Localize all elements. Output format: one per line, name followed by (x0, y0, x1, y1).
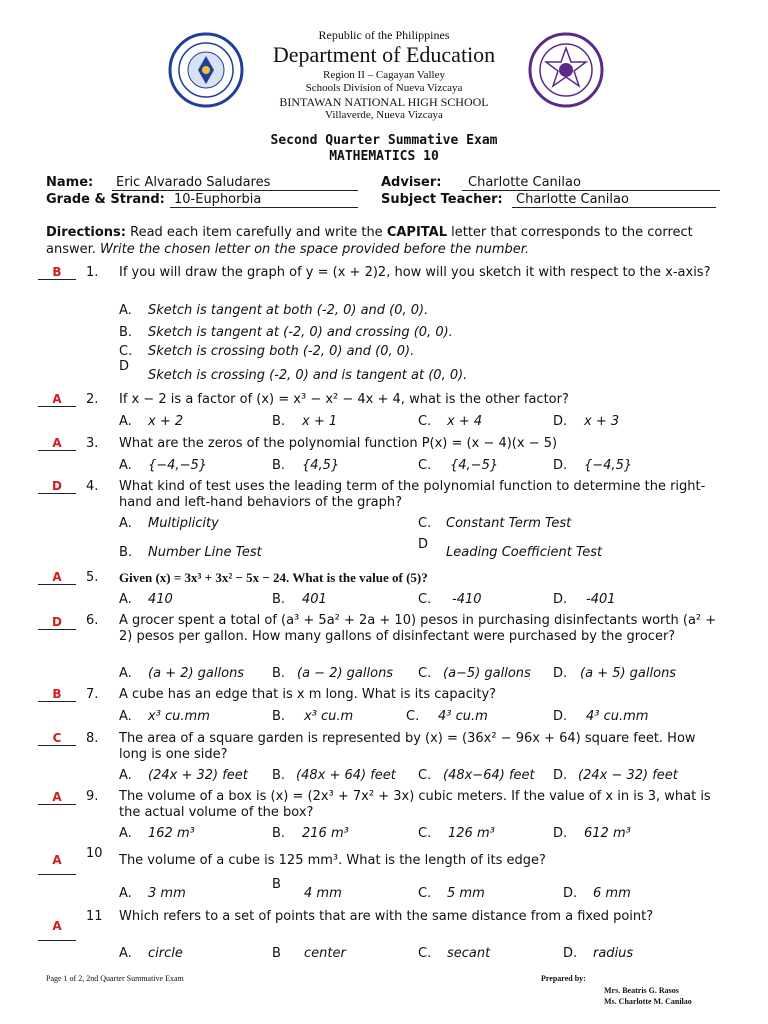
option-letter[interactable]: C. (418, 414, 432, 429)
option-text: secant (447, 946, 491, 961)
option-text: {4,−5} (450, 458, 499, 473)
adviser-field[interactable]: Charlotte Canilao (462, 175, 720, 191)
grade-field[interactable]: 10-Euphorbia (170, 192, 358, 208)
option-text: (a−5) gallons (443, 666, 531, 681)
option-letter[interactable]: C. (418, 768, 432, 783)
question-text: What are the zeros of the polynomial function P(x) = (x − 4)(x − 5) (119, 436, 558, 451)
directions-capital: CAPITAL (386, 225, 447, 240)
option-letter[interactable]: B. (272, 666, 286, 681)
question-number: 10 (86, 846, 103, 861)
question-text: The volume of a box is (x) = (2x³ + 7x² + 3x) cubic meters. If the value of x in is 3, what is the actual volume of the box? (119, 789, 711, 820)
option-letter[interactable]: B. (119, 325, 133, 340)
adviser-label: Adviser: (381, 175, 442, 190)
answer-blank[interactable]: D (38, 615, 76, 630)
option-text: x³ cu.m (304, 709, 354, 724)
option-text: x + 1 (302, 414, 338, 429)
answer-blank-line[interactable] (38, 940, 76, 941)
answer-blank[interactable]: B (38, 265, 76, 280)
school-address: Villaverde, Nueva Vizcaya (325, 109, 443, 121)
answer-blank-line[interactable] (38, 874, 76, 875)
option-letter[interactable]: C. (418, 886, 432, 901)
answer-mark: A (52, 919, 62, 933)
option-text: 4³ cu.m (438, 709, 488, 724)
answer-blank[interactable]: A (38, 570, 76, 585)
option-text: Sketch is tangent at both (-2, 0) and (0, 0). (148, 303, 429, 318)
directions (46, 224, 726, 258)
option-letter[interactable]: A. (119, 826, 132, 841)
option-letter[interactable]: D. (553, 768, 568, 783)
option-text: -410 (452, 592, 482, 607)
option-letter[interactable]: C. (418, 666, 432, 681)
question-number: 11 (86, 909, 103, 924)
option-letter[interactable]: D. (553, 666, 568, 681)
directions-label: Directions: (46, 225, 126, 240)
option-text: 4 mm (304, 886, 342, 901)
republic-line: Republic of the Philippines (318, 28, 450, 42)
option-letter[interactable]: C. (418, 516, 432, 531)
option-letter[interactable]: A. (119, 886, 132, 901)
question-text: What kind of test uses the leading term of the polynomial function to determine the right-hand and left-hand behaviors of the graph? (119, 479, 706, 510)
question-number: 6. (86, 613, 99, 628)
preparer-2: Ms. Charlotte M. Canilao (604, 997, 692, 1006)
department-title: Department of Education (272, 42, 496, 67)
option-text: x³ cu.mm (148, 709, 210, 724)
option-text: x + 4 (447, 414, 483, 429)
option-letter[interactable]: C. (418, 458, 432, 473)
prepared-by-label: Prepared by: (541, 974, 586, 983)
page-footer: Page 1 of 2, 2nd Quarter Summative Exam (46, 974, 184, 983)
question-text: The area of a square garden is represented by (x) = (36x² − 96x + 64) square feet. How long is one side? (119, 731, 696, 762)
option-text: 410 (148, 592, 173, 607)
option-letter[interactable]: B. (272, 709, 286, 724)
option-text: {4,5} (302, 458, 340, 473)
question-text: Given (x) = 3x³ + 3x² − 5x − 24. What is the value of (5)? (119, 570, 428, 585)
option-text: {−4,5} (584, 458, 633, 473)
option-text: (a − 2) gallons (297, 666, 394, 681)
question-text: Which refers to a set of points that are with the same distance from a fixed point? (119, 909, 654, 924)
option-text: (a + 2) gallons (148, 666, 245, 681)
option-letter[interactable]: D (418, 537, 429, 552)
question-number: 2. (86, 392, 99, 407)
option-letter[interactable]: D. (553, 592, 568, 607)
answer-blank[interactable]: C (38, 731, 76, 746)
option-letter[interactable]: C. (418, 592, 432, 607)
directions-italic: Write the chosen letter on the space provided before the number. (100, 242, 530, 257)
question-number: 1. (86, 265, 99, 280)
option-text: 3 mm (148, 886, 186, 901)
answer-blank[interactable]: A (38, 392, 76, 407)
question-number: 3. (86, 436, 99, 451)
answer-blank[interactable]: A (38, 790, 76, 805)
preparer-1: Mrs. Beatris G. Rasos (604, 986, 679, 995)
option-text: 612 m³ (584, 826, 631, 841)
question-number: 8. (86, 731, 99, 746)
option-letter[interactable]: A. (119, 666, 132, 681)
division-line: Schools Division of Nueva Vizcaya (305, 82, 463, 94)
option-letter[interactable]: D. (553, 458, 568, 473)
option-text: (a + 5) gallons (580, 666, 677, 681)
directions-text-2: letter that corresponds to the correct answer. (46, 225, 693, 257)
option-letter[interactable]: A. (119, 768, 132, 783)
answer-blank[interactable]: B (38, 687, 76, 702)
option-letter[interactable]: B. (119, 545, 133, 560)
option-letter[interactable]: A. (119, 458, 132, 473)
option-text: radius (593, 946, 634, 961)
option-letter[interactable]: A. (119, 414, 132, 429)
answer-blank[interactable]: A (38, 436, 76, 451)
option-text: (24x − 32) feet (578, 768, 678, 783)
option-text: Sketch is crossing (-2, 0) and is tangent at (0, 0). (148, 368, 468, 383)
option-text: Sketch is tangent at (-2, 0) and crossing (0, 0). (148, 325, 453, 340)
option-letter[interactable]: B. (272, 458, 286, 473)
question-text: A cube has an edge that is x m long. What is its capacity? (119, 687, 497, 702)
question-number: 4. (86, 479, 99, 494)
option-text: (48x−64) feet (443, 768, 535, 783)
option-letter[interactable]: D. (553, 414, 568, 429)
teacher-field[interactable]: Charlotte Canilao (512, 192, 716, 208)
directions-text-1: Read each item carefully and write the (125, 225, 387, 240)
option-letter[interactable]: D. (563, 886, 578, 901)
option-letter[interactable]: D. (553, 826, 568, 841)
school-name: BINTAWAN NATIONAL HIGH SCHOOL (279, 95, 489, 109)
option-letter[interactable]: A. (119, 516, 132, 531)
grade-label: Grade & Strand: (46, 192, 165, 207)
option-text: Sketch is crossing both (-2, 0) and (0, 0). (148, 344, 415, 359)
question-number: 5. (86, 570, 99, 585)
option-text: {−4,−5} (148, 458, 208, 473)
region-line: Region II – Cagayan Valley (323, 69, 445, 81)
option-text: Leading Coefficient Test (446, 545, 603, 560)
option-letter[interactable]: B. (272, 826, 286, 841)
option-text: Number Line Test (148, 545, 262, 560)
exam-title: Second Quarter Summative Exam (270, 133, 498, 148)
option-text: (48x + 64) feet (296, 768, 396, 783)
option-text: 126 m³ (448, 826, 495, 841)
option-letter[interactable]: A. (119, 592, 132, 607)
option-letter[interactable]: C. (119, 344, 133, 359)
question-number: 7. (86, 687, 99, 702)
option-letter[interactable]: B. (272, 414, 286, 429)
teacher-label: Subject Teacher: (381, 192, 503, 207)
option-letter[interactable]: A. (119, 303, 132, 318)
answer-mark: A (52, 853, 62, 867)
answer-blank[interactable]: D (38, 479, 76, 494)
option-text: 6 mm (593, 886, 631, 901)
question-number: 9. (86, 789, 99, 804)
option-letter[interactable]: C. (418, 946, 432, 961)
question-text: If you will draw the graph of y = (x + 2)2, how will you sketch it with respect to the x-axis? (119, 265, 711, 280)
option-letter[interactable]: C. (406, 709, 420, 724)
option-letter[interactable]: A. (119, 709, 132, 724)
question-text: The volume of a cube is 125 mm³. What is the length of its edge? (119, 853, 546, 868)
option-text: circle (148, 946, 183, 961)
option-text: 5 mm (447, 886, 485, 901)
option-letter[interactable]: B (272, 877, 281, 892)
name-label: Name: (46, 175, 94, 190)
option-letter[interactable]: D. (563, 946, 578, 961)
option-text: 401 (302, 592, 327, 607)
option-text: 216 m³ (302, 826, 349, 841)
question-text: If x − 2 is a factor of (x) = x³ − x² − 4x + 4, what is the other factor? (119, 392, 569, 407)
option-letter[interactable]: C. (418, 826, 432, 841)
option-letter[interactable]: D. (553, 709, 568, 724)
option-letter[interactable]: B. (272, 768, 286, 783)
option-text: (24x + 32) feet (148, 768, 248, 783)
option-text: Multiplicity (148, 516, 219, 531)
exam-subject: MATHEMATICS 10 (329, 149, 439, 164)
option-letter[interactable]: B (272, 946, 281, 961)
option-letter[interactable]: A. (119, 946, 132, 961)
option-text: center (304, 946, 346, 961)
option-text: x + 2 (148, 414, 184, 429)
question-text: A grocer spent a total of (a³ + 5a² + 2a + 10) pesos in purchasing disinfectants worth (a² + 2) pesos per gallon. How many gallons of disinfectant were purchased by the grocer? (119, 613, 717, 644)
option-text: 162 m³ (148, 826, 195, 841)
name-field[interactable]: Eric Alvarado Saludares (112, 175, 358, 191)
option-text: x + 3 (584, 414, 620, 429)
option-text: -401 (586, 592, 616, 607)
option-letter[interactable]: B. (272, 592, 286, 607)
option-text: Constant Term Test (446, 516, 572, 531)
option-text: 4³ cu.mm (586, 709, 649, 724)
option-letter[interactable]: D (119, 359, 130, 374)
